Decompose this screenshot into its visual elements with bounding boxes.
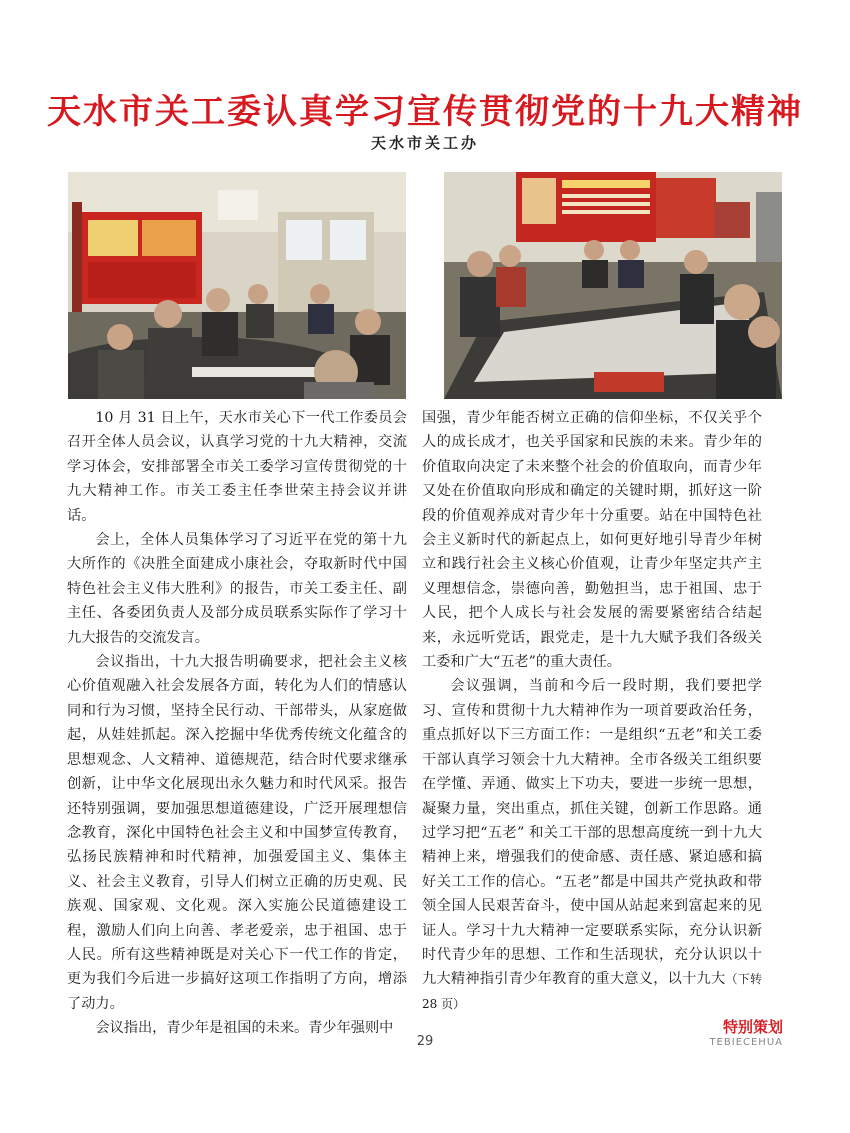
continued-on-note: （下转 28 页） [422,972,762,1011]
article-column-left [67,406,407,1041]
meeting-photo-right [444,172,782,399]
article-byline: 天水市关工办 [370,134,479,152]
paragraph-text: 会议强调，当前和今后一段时期，我们要把学习、宣传和贯彻十九大精神作为一项首要政治任务，重点抓好以下三方面工作：一是组织“五老”和关工委干部认真学习领会十九大精神。全市各级关工组织要在学懂、弄通、做实上下功夫，要进一步统一思想，凝聚力量，突出重点，抓住关键，创新工作思路。通过学习把“五老” 和关工干部的思想高度统一到十九大精神上来，增强我们的使命感、责任感、紧迫感和搞好关工工作的信心。“五老”都是中国共产党执政和带领全国人民艰苦奋斗，使中国从站起来到富起来的见证人。学习十九大精神一定要联系实际，充分认识新时代青少年的思想、工作和生活现状，充分认识以十九大精神指引青少年教育的重大意义，以十九大 [422,678,762,988]
paragraph: 10 月 31 日上午，天水市关心下一代工作委员会召开全体人员会议，认真学习党的十九大精神，交流学习体会，安排部署全市关工委学习宣传贯彻党的十九大精神工作。市关工委主任李世荣主持会议并讲话。 [67,410,407,524]
article-column-right [422,406,762,1016]
paragraph: 国强，青少年能否树立正确的信仰坐标，不仅关乎个人的成长成才，也关乎国家和民族的未来。青少年的价值取向决定了未来整个社会的价值取向，而青少年又处在价值取向形成和确定的关键时期，抓好这一阶段的价值观养成对青少年十分重要。站在中国特色社会主义新时代的新起点上，如何更好地引导青少年树立和践行社会主义核心价值观，让青少年坚定共产主义理想信念，崇德向善，勤勉担当，忠于祖国、忠于人民，把个人成长与社会发展的需要紧密结合结起来，永远听党话，跟党走，是十九大赋予我们各级关工委和广大“五老”的重大责任。 [422,410,762,671]
section-name: 特别策划 [722,1018,783,1036]
article-title: 天水市关工委认真学习宣传贯彻党的十九大精神 [47,92,803,132]
paragraph: 会议指出，青少年是祖国的未来。青少年强则中 [95,1020,394,1037]
meeting-photo-left [68,172,406,399]
paragraph [422,674,762,1016]
paragraph: 会上，全体人员集体学习了习近平在党的第十九大所作的《决胜全面建成小康社会，夺取新时代中国特色社会主义伟大胜利》的报告，市关工委主任、副主任、各委团负责人及部分成员联系实际作了学习十九大报告的交流发言。 [67,532,407,646]
page-number: 29 [416,1034,434,1049]
paragraph: 会议指出，十九大报告明确要求，把社会主义核心价值观融入社会发展各方面，转化为人们的情感认同和行为习惯，坚持全民行动、干部带头，从家庭做起，从娃娃抓起。深入挖掘中华优秀传统文化蕴含的思想观念、人文精神、道德规范，结合时代要求继承创新，让中华文化展现出永久魅力和时代风采。报告还特别强调，要加强思想道德建设，广泛开展理想信念教育，深化中国特色社会主义和中国梦宣传教育，弘扬民族精神和时代精神，加强爱国主义、集体主义、社会主义教育，引导人们树立正确的历史观、民族观、国家观、文化观。深入实施公民道德建设工程，激励人们向上向善、孝老爱亲，忠于祖国、忠于人民。所有这些精神既是对关心下一代工作的肯定，更为我们今后进一步搞好这项工作指明了方向，增添了动力。 [67,654,407,1012]
section-name-pinyin: TEBIECEHUA [709,1037,783,1048]
